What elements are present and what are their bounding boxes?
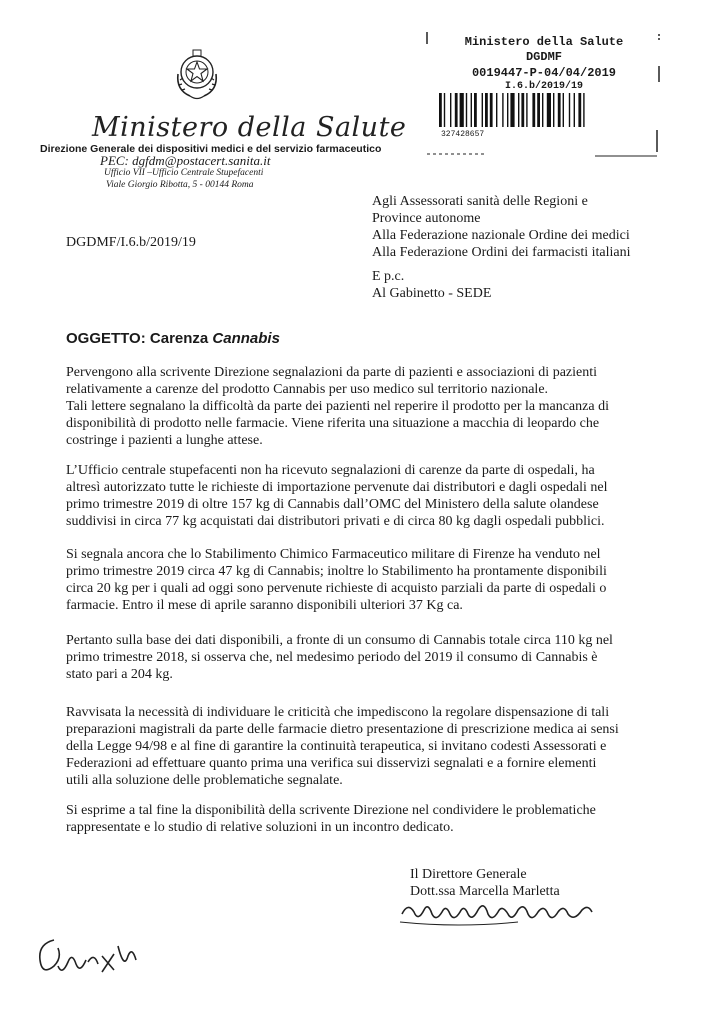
recipient-line: Agli Assessorati sanità delle Regioni e bbox=[372, 194, 588, 209]
protocol-stamp bbox=[425, 30, 663, 158]
paragraph-line: Federazioni ad effettuare quanto prima una verifica sui disservizi segnalati e a fornire elementi bbox=[66, 756, 597, 771]
paragraph-line: preparazioni magistrali da parte delle farmacie dietro presentazione di prescrizione medica ai sensi bbox=[66, 722, 619, 737]
paragraph-line: primo trimestre 2019 di oltre 157 kg di Cannabis dall’OMC del Ministero della salute olandese bbox=[66, 497, 599, 512]
cc-recipient: Al Gabinetto - SEDE bbox=[372, 286, 492, 301]
office-address: Viale Giorgio Ribotta, 5 - 00144 Roma bbox=[106, 180, 254, 190]
subject-label: OGGETTO: Carenza bbox=[66, 330, 213, 347]
directorate-name: Direzione Generale dei dispositivi medici e del servizio farmaceutico bbox=[40, 143, 382, 155]
paragraph-line: Pervengono alla scrivente Direzione segnalazioni da parte di pazienti e associazioni di pazienti bbox=[66, 365, 598, 380]
paragraph-line: primo trimestre 2019 circa 47 kg di Cannabis; inoltre lo Stabilimento ha prontamente disponibili bbox=[66, 564, 607, 579]
recipient-line: Province autonome bbox=[372, 211, 481, 226]
recipient-line: Alla Federazione Ordini dei farmacisti italiani bbox=[372, 245, 631, 260]
cc-label: E p.c. bbox=[372, 269, 405, 284]
recipient-line: Alla Federazione nazionale Ordine dei medici bbox=[372, 228, 630, 243]
recipients-block bbox=[372, 193, 672, 261]
stamp-directorate: DGDMF bbox=[525, 50, 562, 64]
paragraph-line: Pertanto sulla base dei dati disponibili, a fronte di un consumo di Cannabis totale circa 110 kg nel bbox=[66, 633, 613, 648]
paragraph-line: costringe i pazienti a lunghe attese. bbox=[66, 433, 263, 448]
body-paragraph bbox=[66, 364, 654, 449]
paragraph-line: farmacie. Entro il mese di aprile saranno disponibili ulteriori 37 Kg ca. bbox=[66, 598, 463, 613]
subject-topic: Cannabis bbox=[212, 330, 280, 347]
paragraph-line: rappresentate e lo studio di relative soluzioni in un incontro dedicato. bbox=[66, 820, 454, 835]
handwritten-initials-icon bbox=[32, 926, 142, 986]
paragraph-line: Si esprime a tal fine la disponibilità della scrivente Direzione nel condividere le problematiche bbox=[66, 803, 596, 818]
subject-line bbox=[66, 330, 280, 347]
paragraph-line: stato pari a 204 kg. bbox=[66, 667, 173, 682]
signatory-name: Dott.ssa Marcella Marletta bbox=[410, 884, 560, 899]
ministry-name: Ministero della Salute bbox=[92, 112, 407, 143]
republic-emblem-icon bbox=[172, 44, 222, 104]
paragraph-line: relativamente a carenze del prodotto Cannabis per uso medico sul territorio nazionale. bbox=[66, 382, 549, 397]
body-paragraph bbox=[66, 802, 654, 836]
body-paragraph bbox=[66, 632, 654, 683]
paragraph-line: Tali lettere segnalano la difficoltà da parte dei pazienti nel reperire il prodotto per la mancanza di bbox=[66, 399, 609, 414]
paragraph-line: Ravvisata la necessità di individuare le criticità che impediscono la regolare dispensazione di tali bbox=[66, 705, 610, 720]
barcode-number: 327428657 bbox=[441, 130, 485, 139]
stamp-protocol-number: 0019447-P-04/04/2019 bbox=[471, 66, 617, 80]
office-name: Ufficio VII –Ufficio Centrale Stupefacenti bbox=[104, 168, 264, 178]
paragraph-line: L’Ufficio centrale stupefacenti non ha ricevuto segnalazioni di carenze da parte di ospedali, ha bbox=[66, 463, 595, 478]
handwritten-signature-icon bbox=[398, 892, 598, 932]
pec-address: PEC: dgfdm@postacert.sanita.it bbox=[100, 153, 271, 168]
barcode-icon bbox=[439, 93, 647, 127]
signatory-title: Il Direttore Generale bbox=[410, 867, 527, 882]
body-paragraph bbox=[66, 546, 654, 614]
paragraph-line: altresì autorizzato tutte le richieste di importazione pervenute dai distributori e dagli ospedali nel bbox=[66, 480, 608, 495]
paragraph-line: circa 20 kg per i quali ad oggi sono pervenute richieste di acquisto parziali da parte di ospedali o bbox=[66, 581, 607, 596]
reference-number: DGDMF/I.6.b/2019/19 bbox=[66, 235, 196, 250]
paragraph-line: suddivisi in circa 77 kg acquistati dai distributori privati e di circa 80 kg dagli ospedali pubblici. bbox=[66, 514, 605, 529]
stamp-ministry: Ministero della Salute bbox=[464, 35, 624, 49]
cc-block bbox=[372, 268, 491, 302]
paragraph-line: primo trimestre 2018, si osserva che, nel medesimo periodo del 2019 il consumo di Cannabis è bbox=[66, 650, 598, 665]
paragraph-line: utili alla soluzione delle problematiche segnalate. bbox=[66, 773, 343, 788]
body-paragraph bbox=[66, 704, 654, 789]
stamp-classification: I.6.b/2019/19 bbox=[504, 81, 583, 92]
paragraph-line: Si segnala ancora che lo Stabilimento Chimico Farmaceutico militare di Firenze ha venduto nel bbox=[66, 547, 601, 562]
paragraph-line: della Legge 94/98 e al fine di garantire la continuità terapeutica, si invitano codesti Assessorati e bbox=[66, 739, 607, 754]
paragraph-line: disponibilità di prodotto nelle farmacie. Viene riferita una situazione a macchia di leopardo che bbox=[66, 416, 600, 431]
body-paragraph bbox=[66, 462, 654, 530]
